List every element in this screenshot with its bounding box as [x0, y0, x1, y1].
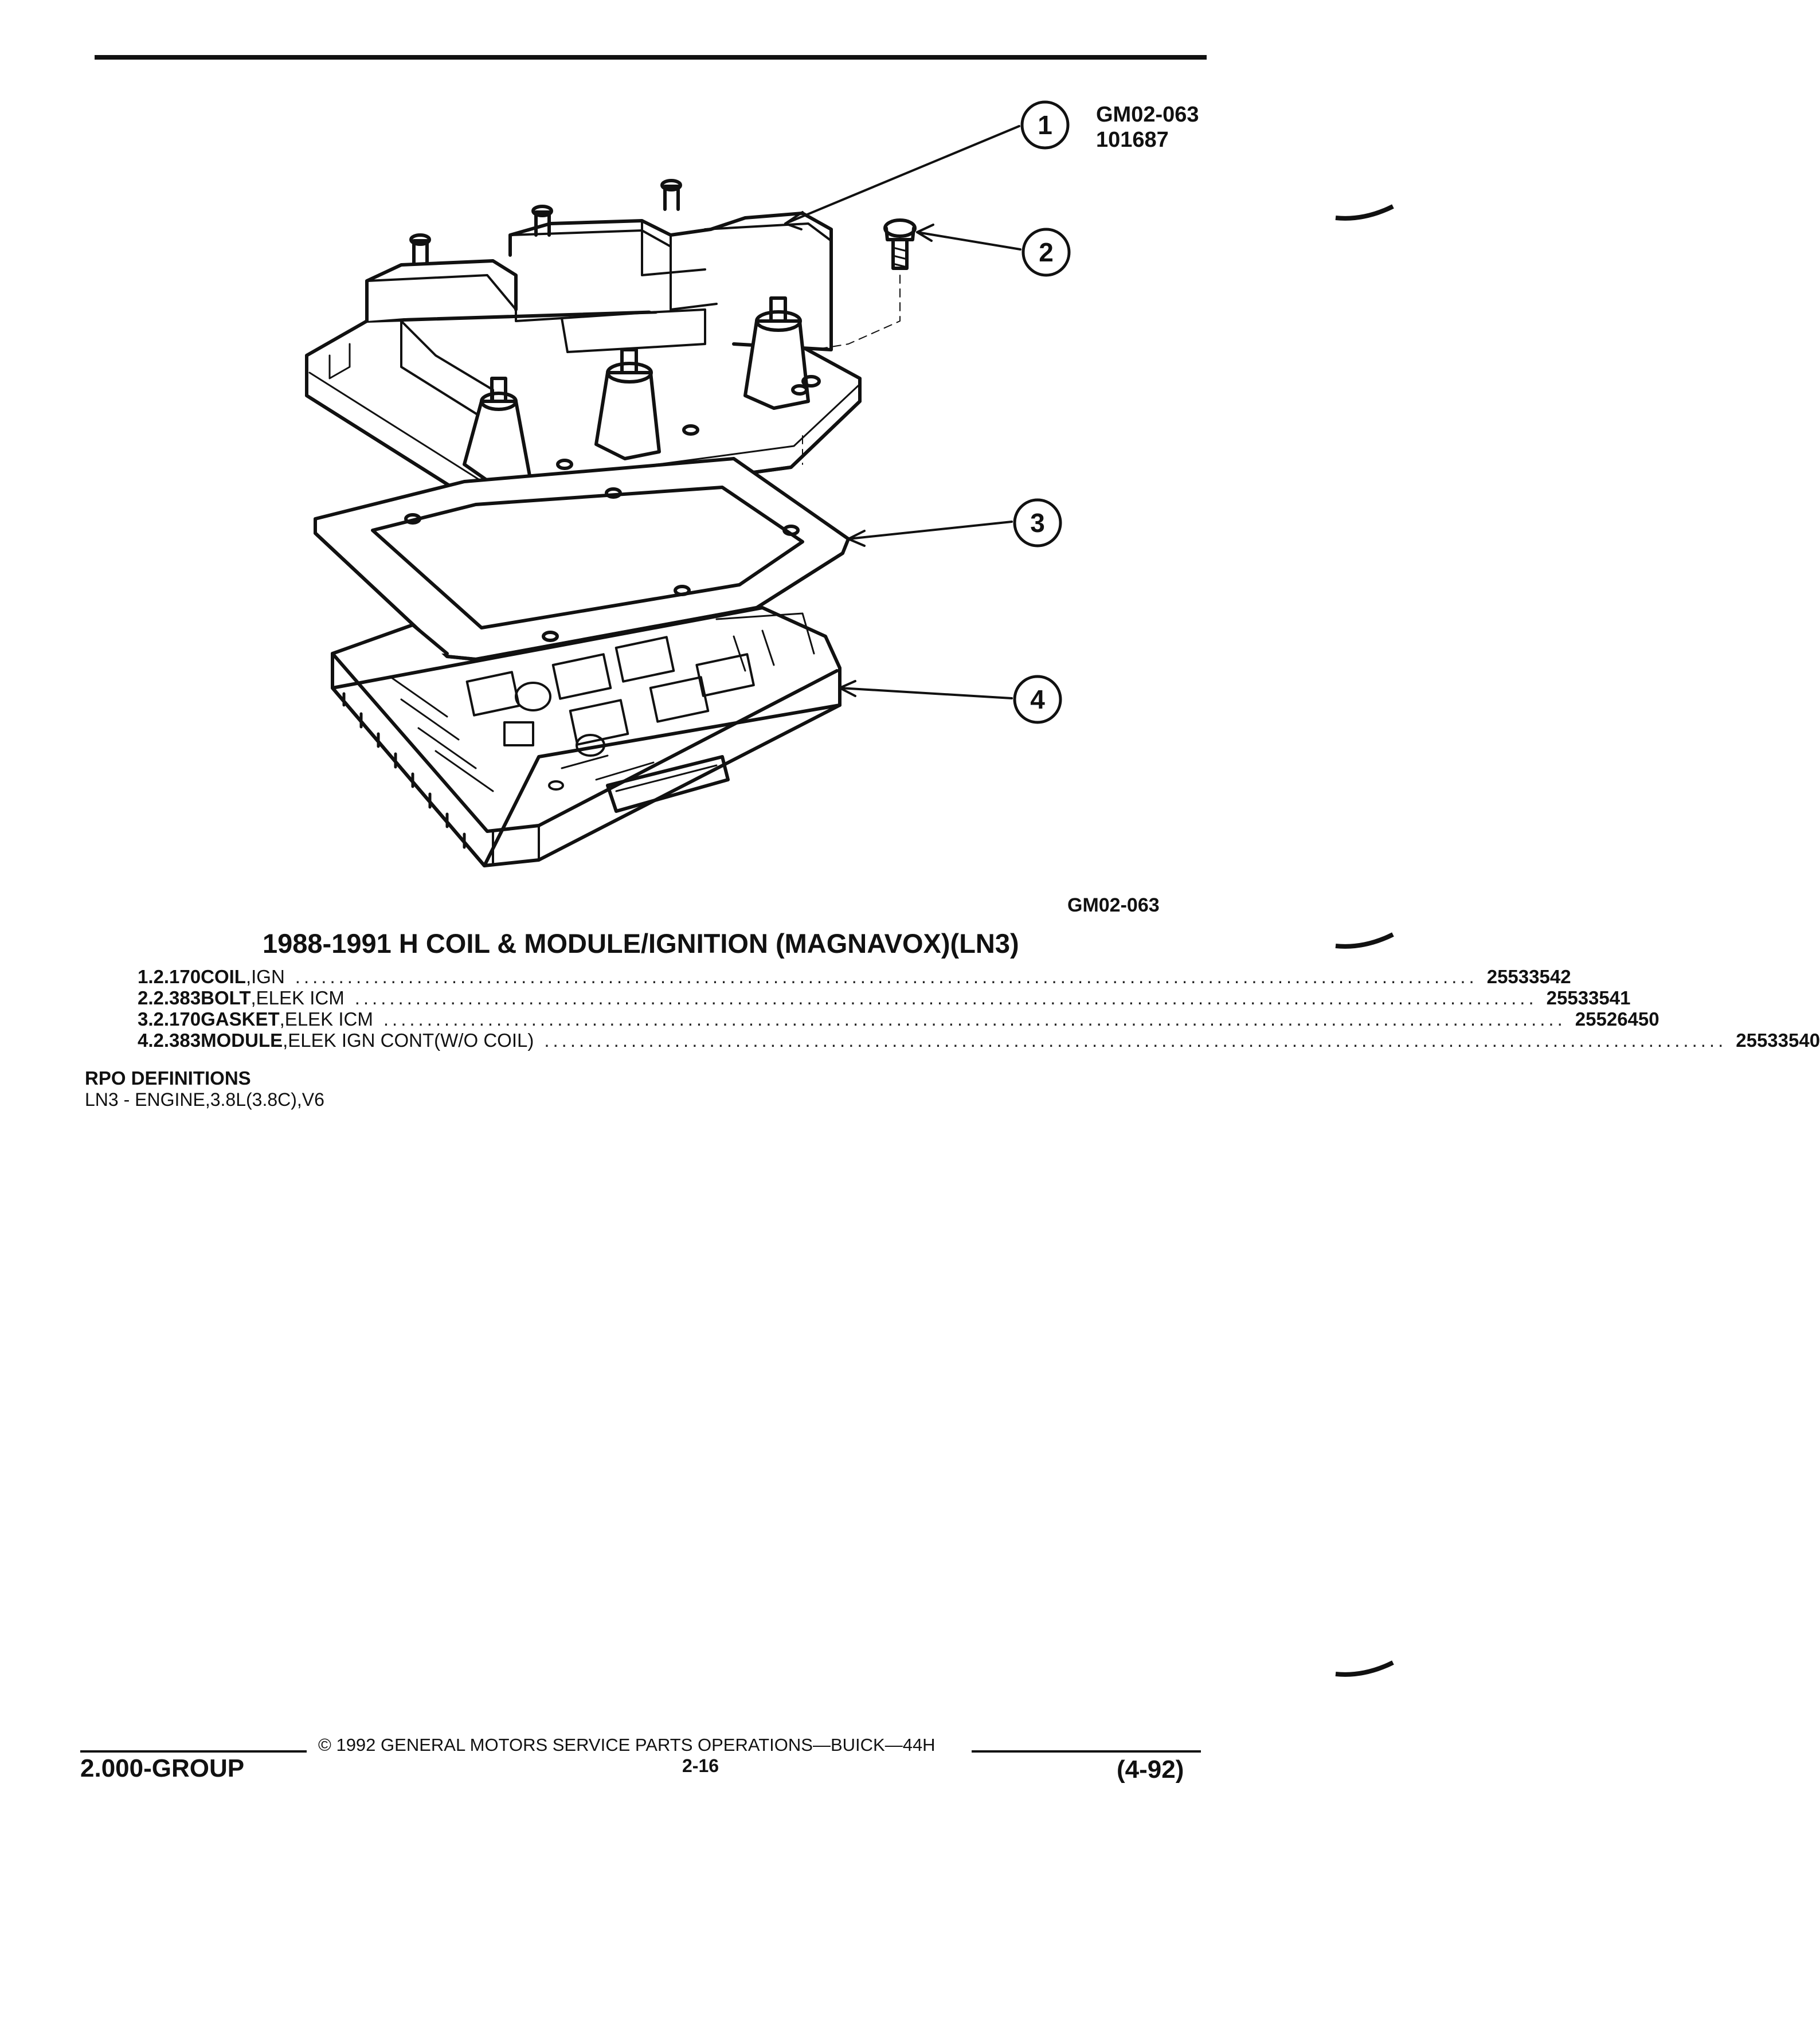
part-number-index: 2.	[138, 987, 154, 1008]
callout-2: 2	[1039, 237, 1054, 267]
part-number: 25533542	[1486, 966, 1571, 987]
parts-row	[138, 1030, 1820, 1051]
margin-mark	[1330, 195, 1399, 229]
part-name: GASKET	[201, 1008, 280, 1030]
rpo-heading: RPO DEFINITIONS	[85, 1067, 251, 1089]
callout-4: 4	[1030, 685, 1045, 714]
parts-row	[138, 1008, 1659, 1030]
group-code: 2.170	[153, 966, 201, 987]
module-illustration	[332, 608, 840, 866]
group-code: 2.383	[153, 1030, 201, 1051]
part-description: ,ELEK ICM	[251, 987, 345, 1008]
footer-copyright: © 1992 GENERAL MOTORS SERVICE PARTS OPERATIONS—BUICK—44H	[318, 1735, 936, 1755]
part-name: MODULE	[201, 1030, 283, 1051]
footer-date: (4-92)	[1117, 1755, 1184, 1784]
part-description: ,ELEK ICM	[279, 1008, 373, 1030]
footer-page-number: 2-16	[682, 1755, 719, 1776]
figure-caption-code: GM02-063	[1067, 894, 1160, 916]
part-description: ,ELEK IGN CONT(W/O COIL)	[283, 1030, 534, 1051]
top-rule	[95, 55, 1207, 60]
callout-3: 3	[1030, 508, 1045, 538]
part-description: ,IGN	[245, 966, 285, 987]
parts-row	[138, 987, 1631, 1008]
leader-dots: ........................................................................................................................................	[295, 966, 1478, 987]
footer-group: 2.000-GROUP	[80, 1754, 245, 1782]
rpo-definition: LN3 - ENGINE,3.8L(3.8C),V6	[85, 1089, 324, 1110]
footer-rule-right	[972, 1750, 1201, 1753]
part-name: COIL	[201, 966, 246, 987]
margin-mark	[1330, 1651, 1399, 1685]
figure-ref-code: GM02-063	[1096, 103, 1199, 127]
leader-dots: ........................................................................................................................................	[354, 987, 1537, 1008]
parts-row	[138, 966, 1571, 987]
page-title: 1988-1991 H COIL & MODULE/IGNITION (MAGNAVOX)(LN3)	[263, 928, 1019, 959]
exploded-diagram	[275, 97, 1112, 877]
figure-ref-number: 101687	[1096, 128, 1169, 152]
part-number-index: 4.	[138, 1030, 154, 1051]
footer-rule-left	[80, 1750, 307, 1753]
part-number: 25526450	[1575, 1008, 1659, 1030]
parts-list	[138, 966, 1820, 1051]
group-code: 2.170	[153, 1008, 201, 1030]
coil-pack-illustration	[307, 181, 860, 513]
leader-dots: ........................................................................................................................................	[383, 1008, 1566, 1030]
margin-mark	[1330, 923, 1399, 957]
part-number-index: 1.	[138, 966, 154, 987]
callout-1: 1	[1038, 110, 1052, 140]
part-name: BOLT	[201, 987, 251, 1008]
part-number: 25533541	[1546, 987, 1631, 1008]
group-code: 2.383	[153, 987, 201, 1008]
leader-dots: ........................................................................................................................................	[544, 1030, 1727, 1051]
part-number: 25533540	[1736, 1030, 1820, 1051]
part-number-index: 3.	[138, 1008, 154, 1030]
